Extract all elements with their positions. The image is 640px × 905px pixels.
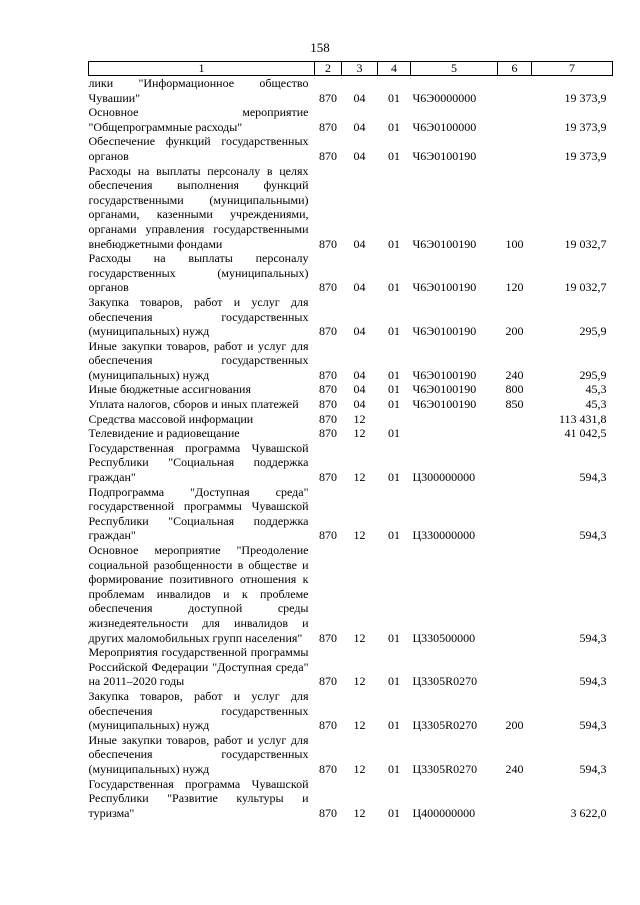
row-section-code: 04 — [353, 236, 366, 251]
table-row — [89, 777, 613, 821]
row-name: Закупка товаров, работ и услуг для обеспечения государственных (муниципальных) нужд — [88, 688, 309, 733]
row-expense-type — [498, 105, 532, 134]
row-target-article: Ц300000000 — [412, 470, 476, 485]
row-expense-type: 240 — [505, 367, 524, 382]
row-expense-type: 100 — [505, 236, 524, 251]
table-row — [89, 733, 613, 777]
row-section-code: 12 — [353, 718, 366, 733]
row-section-code: 12 — [353, 630, 366, 645]
row-expense-type: 800 — [505, 382, 524, 397]
table-row — [89, 76, 613, 106]
row-target-article: Ц400000000 — [412, 805, 476, 820]
row-expense-type — [498, 441, 532, 485]
row-expense-type — [498, 543, 532, 645]
row-subsection-code: 01 — [388, 630, 400, 645]
row-ministry-code: 870 — [319, 761, 337, 776]
row-name: Уплата налогов, сборов и иных платежей — [88, 397, 299, 412]
table-row — [89, 645, 613, 689]
row-ministry-code: 870 — [319, 630, 337, 645]
table-row — [89, 105, 613, 134]
row-target-article: Ч6Э0100190 — [412, 148, 477, 163]
row-ministry-code: 870 — [319, 470, 337, 485]
row-amount: 594,3 — [579, 630, 607, 645]
row-section-code: 04 — [353, 324, 366, 339]
row-expense-type — [498, 777, 532, 821]
row-target-article: Ц330500000 — [412, 630, 476, 645]
row-expense-type — [498, 76, 532, 106]
row-section-code: 04 — [353, 90, 366, 105]
row-section-code: 04 — [353, 382, 366, 397]
row-target-article: Ч6Э0100190 — [412, 280, 477, 295]
row-target-article: Ц330000000 — [412, 528, 476, 543]
row-name: Мероприятия государственной программы Российской Федерации "Доступная среда" на 2011–2020 годы — [88, 645, 309, 689]
table-body — [89, 76, 613, 821]
row-target-article: Ч6Э0100190 — [412, 397, 477, 412]
table-row — [89, 382, 613, 397]
row-expense-type — [498, 645, 532, 689]
row-subsection-code: 01 — [388, 528, 400, 543]
row-amount: 19 373,9 — [564, 148, 607, 163]
row-section-code: 04 — [353, 119, 366, 134]
row-name: Расходы на выплаты персоналу государственных (муниципальных) органов — [88, 251, 309, 295]
row-expense-type: 240 — [505, 761, 524, 776]
table-row — [89, 295, 613, 339]
row-subsection-code: 01 — [388, 761, 400, 776]
row-section-code: 12 — [353, 761, 366, 776]
row-ministry-code: 870 — [319, 90, 337, 105]
table-row — [89, 412, 613, 427]
row-subsection-code — [378, 412, 411, 427]
row-amount: 45,3 — [585, 397, 607, 412]
row-subsection-code: 01 — [388, 718, 400, 733]
row-expense-type: 200 — [505, 718, 524, 733]
row-name: Подпрограмма "Доступная среда" государственной программы Чувашской Республики "Социальная поддержка граждан" — [88, 484, 309, 543]
header-col-7: 7 — [532, 62, 613, 76]
row-name: Государственная программа Чувашской Республики "Развитие культуры и туризма" — [88, 776, 309, 820]
row-expense-type — [498, 485, 532, 543]
row-ministry-code: 870 — [319, 367, 337, 382]
row-ministry-code: 870 — [319, 236, 337, 251]
header-col-2: 2 — [315, 62, 342, 76]
row-amount: 45,3 — [585, 382, 607, 397]
row-target-article: Ч6Э0100190 — [412, 367, 477, 382]
row-subsection-code: 01 — [388, 280, 400, 295]
row-ministry-code: 870 — [319, 324, 337, 339]
header-col-1: 1 — [89, 62, 315, 76]
row-ministry-code: 870 — [319, 718, 337, 733]
row-section-code: 12 — [353, 411, 366, 426]
row-section-code: 04 — [353, 397, 366, 412]
row-ministry-code: 870 — [319, 528, 337, 543]
row-name: Телевидение и радиовещание — [88, 426, 240, 441]
table-row — [89, 164, 613, 252]
row-target-article: Ц3305R0270 — [412, 674, 478, 689]
table-row — [89, 339, 613, 383]
row-ministry-code: 870 — [319, 426, 337, 441]
row-name: Государственная программа Чувашской Республики "Социальная поддержка граждан" — [88, 440, 309, 485]
table-row — [89, 689, 613, 733]
row-subsection-code: 01 — [388, 470, 400, 485]
table-row — [89, 543, 613, 645]
row-section-code: 12 — [353, 528, 366, 543]
row-name: Иные закупки товаров, работ и услуг для обеспечения государственных (муниципальных) нужд — [88, 338, 309, 382]
table-row — [89, 251, 613, 295]
row-amount: 19 373,9 — [564, 90, 607, 105]
row-amount: 3 622,0 — [570, 805, 607, 820]
table-row — [89, 485, 613, 543]
row-target-article: Ч6Э0000000 — [412, 90, 477, 105]
row-amount: 295,9 — [579, 367, 607, 382]
row-expense-type: 200 — [505, 324, 524, 339]
row-expense-type: 120 — [505, 280, 524, 295]
row-ministry-code: 870 — [319, 674, 337, 689]
row-ministry-code: 870 — [319, 119, 337, 134]
row-subsection-code: 01 — [388, 674, 400, 689]
table-row — [89, 441, 613, 485]
row-amount: 594,3 — [579, 761, 607, 776]
table-row — [89, 397, 613, 412]
row-expense-type: 850 — [505, 397, 524, 412]
row-name: Иные закупки товаров, работ и услуг для обеспечения государственных (муниципальных) нужд — [88, 732, 309, 776]
row-section-code: 04 — [353, 367, 366, 382]
row-subsection-code: 01 — [388, 324, 400, 339]
row-subsection-code: 01 — [388, 90, 400, 105]
row-section-code: 12 — [353, 470, 366, 485]
row-section-code: 12 — [353, 805, 366, 820]
row-target-article: Ч6Э0100000 — [412, 119, 477, 134]
row-section-code: 12 — [353, 426, 366, 441]
row-target-article: Ч6Э0100190 — [412, 382, 477, 397]
row-subsection-code: 01 — [388, 805, 400, 820]
row-name: Расходы на выплаты персоналу в целях обеспечения выполнения функций государственными (муниципальными) органами, казенными учреждениями, органами управления государственными внебюджетными фондами — [88, 163, 309, 251]
row-target-article: Ч6Э0100190 — [412, 236, 477, 251]
row-amount: 19 032,7 — [564, 280, 607, 295]
row-subsection-code: 01 — [388, 236, 400, 251]
row-expense-type — [498, 426, 532, 441]
row-ministry-code: 870 — [319, 411, 337, 426]
row-amount: 594,3 — [579, 528, 607, 543]
row-target-article: Ч6Э0100190 — [412, 324, 477, 339]
row-target-article: Ц3305R0270 — [412, 718, 478, 733]
row-target-article — [411, 426, 498, 441]
row-ministry-code: 870 — [319, 805, 337, 820]
row-subsection-code: 01 — [388, 382, 400, 397]
row-section-code: 04 — [353, 280, 366, 295]
row-ministry-code: 870 — [319, 397, 337, 412]
budget-table — [88, 61, 613, 820]
row-amount: 19 032,7 — [564, 236, 607, 251]
page-number: 158 — [310, 40, 330, 55]
table-row — [89, 134, 613, 163]
row-name: Обеспечение функций государственных органов — [88, 134, 309, 163]
row-ministry-code: 870 — [319, 382, 337, 397]
header-col-5: 5 — [411, 62, 498, 76]
row-expense-type — [498, 412, 532, 427]
row-section-code: 04 — [353, 148, 366, 163]
row-subsection-code: 01 — [388, 426, 400, 441]
row-expense-type — [498, 134, 532, 163]
row-amount: 41 042,5 — [564, 426, 607, 441]
row-target-article — [411, 412, 498, 427]
row-name: Закупка товаров, работ и услуг для обеспечения государственных (муниципальных) нужд — [88, 294, 309, 339]
row-amount: 594,3 — [579, 470, 607, 485]
row-subsection-code: 01 — [388, 367, 400, 382]
row-amount: 594,3 — [579, 718, 607, 733]
row-ministry-code: 870 — [319, 148, 337, 163]
header-col-3: 3 — [342, 62, 378, 76]
row-name: Иные бюджетные ассигнования — [88, 382, 251, 397]
row-section-code: 12 — [353, 674, 366, 689]
table-row — [89, 426, 613, 441]
row-name: Основное мероприятие "Преодоление социальной разобщенности в обществе и формирование позитивного отношения к проблемам инвалидов и к проблеме обеспечения доступной среды жизнедеятельности для инвалидов и других маломобильных групп населения" — [88, 543, 309, 645]
row-ministry-code: 870 — [319, 280, 337, 295]
row-name: лики "Информационное общество Чувашии" — [88, 76, 309, 105]
row-subsection-code: 01 — [388, 119, 400, 134]
row-name: Средства массовой информации — [88, 411, 254, 426]
row-amount: 19 373,9 — [564, 119, 607, 134]
header-col-6: 6 — [498, 62, 532, 76]
row-subsection-code: 01 — [388, 148, 400, 163]
row-amount: 113 431,8 — [558, 411, 607, 426]
row-amount: 594,3 — [579, 674, 607, 689]
row-target-article: Ц3305R0270 — [412, 761, 478, 776]
header-col-4: 4 — [378, 62, 411, 76]
row-name: Основное мероприятие "Общепрограммные расходы" — [88, 105, 309, 134]
row-subsection-code: 01 — [388, 397, 400, 412]
row-amount: 295,9 — [579, 324, 607, 339]
table-header-row — [89, 62, 613, 76]
